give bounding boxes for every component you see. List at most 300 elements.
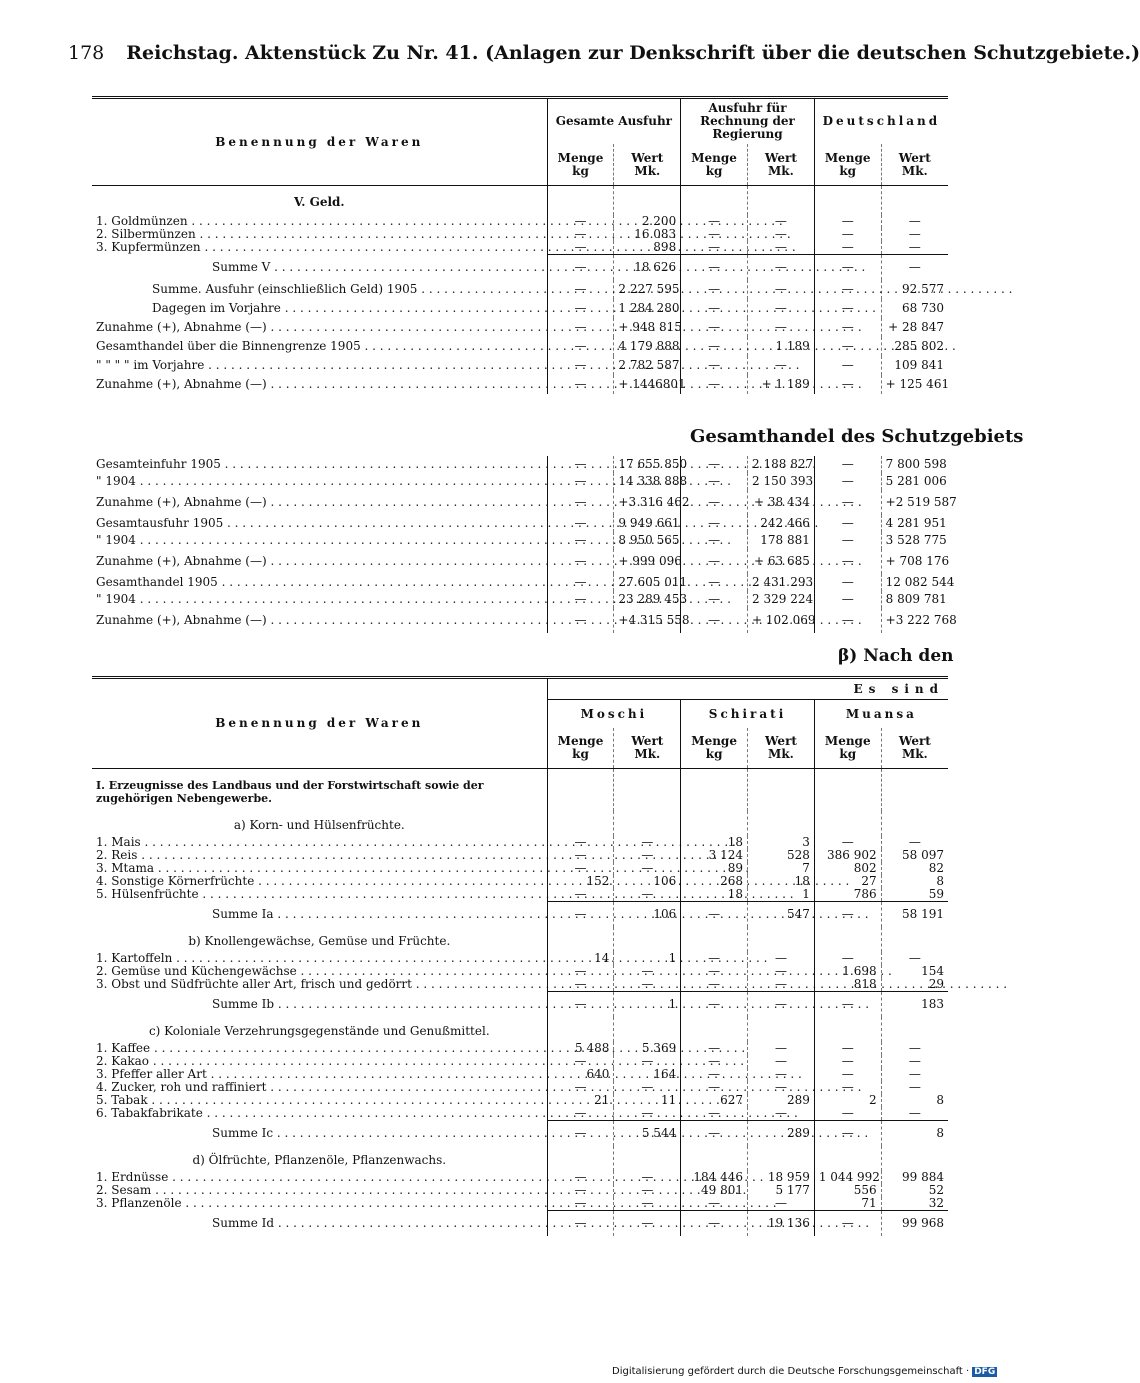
cell-wert: — xyxy=(881,255,948,281)
cell-wert: 8 950 565 xyxy=(614,532,681,549)
row-label-text: 3. Pfeffer aller Art xyxy=(96,1067,207,1081)
cell-wert: — xyxy=(614,1171,681,1184)
section-title xyxy=(92,769,948,812)
table-row xyxy=(92,1184,948,1197)
cell-menge: — xyxy=(814,1055,881,1068)
cell-menge: 27 xyxy=(814,875,881,888)
summary-row xyxy=(92,318,948,337)
cell-menge: — xyxy=(681,490,748,515)
sub-header: Wert Mk. xyxy=(614,728,681,769)
empty-cell xyxy=(614,927,681,952)
empty-cell xyxy=(814,1017,881,1042)
cell-menge: — xyxy=(681,228,748,241)
cell-menge: — xyxy=(681,1121,748,1147)
row-label xyxy=(92,992,547,1018)
cell-menge: — xyxy=(547,608,614,633)
cell-wert: — xyxy=(614,1055,681,1068)
row-label-text: 1. Kartoffeln xyxy=(96,951,173,965)
empty-cell xyxy=(881,1146,948,1171)
cell-wert: + 28 847 xyxy=(881,318,948,337)
cell-wert: 32 xyxy=(881,1197,948,1211)
cell-wert: — xyxy=(748,1081,815,1094)
cell-wert: — xyxy=(748,1042,815,1055)
table-row xyxy=(92,888,948,902)
table-row xyxy=(92,965,948,978)
cell-wert: 82 xyxy=(881,862,948,875)
row-label xyxy=(92,608,547,633)
column-header-label: Benennung der Waren xyxy=(92,98,547,186)
cell-wert: — xyxy=(881,1068,948,1081)
cell-wert: 106 xyxy=(614,875,681,888)
cell-menge: — xyxy=(547,1055,614,1068)
subsection-title-text: b) Knollengewächse, Gemüse und Früchte. xyxy=(188,934,451,948)
table-row xyxy=(92,1197,948,1211)
cell-wert: — xyxy=(881,1042,948,1055)
cell-wert: 68 730 xyxy=(881,299,948,318)
cell-wert: 289 xyxy=(748,1094,815,1107)
cell-wert: 2 150 393 xyxy=(748,473,815,490)
row-label-text: Summe Ia xyxy=(212,906,274,921)
sub-header: Menge kg xyxy=(681,144,748,185)
cell-menge: — xyxy=(547,473,614,490)
section-title xyxy=(92,186,948,216)
cell-wert: — xyxy=(748,1197,815,1211)
sub-header: Wert Mk. xyxy=(614,144,681,185)
summary-row xyxy=(92,337,948,356)
cell-menge: 5 488 xyxy=(547,1042,614,1055)
row-label xyxy=(92,490,547,515)
dfg-logo: DFG xyxy=(974,1367,996,1377)
cell-wert: — xyxy=(748,1055,815,1068)
page-number: 178 xyxy=(68,42,105,64)
section-title-text: V. Geld. xyxy=(294,195,345,209)
cell-menge: — xyxy=(681,965,748,978)
cell-menge: — xyxy=(681,992,748,1018)
empty-cell xyxy=(614,1017,681,1042)
row-label-text: Zunahme (+), Abnahme (—) xyxy=(96,320,267,334)
cell-menge: — xyxy=(681,255,748,281)
row-label-text: 4. Sonstige Körnerfrüchte xyxy=(96,874,255,888)
row-label-text: Zunahme (+), Abnahme (—) xyxy=(96,554,267,568)
cell-menge: — xyxy=(547,978,614,992)
row-label xyxy=(92,965,547,978)
cell-wert: 5 369 xyxy=(614,1042,681,1055)
cell-wert: — xyxy=(881,836,948,849)
cell-wert: 2 329 224 xyxy=(748,591,815,608)
handel-row xyxy=(92,608,948,633)
cell-wert: 2 200 xyxy=(614,215,681,228)
cell-wert: 164 xyxy=(614,1068,681,1081)
cell-menge: — xyxy=(681,356,748,375)
row-label-text: 3. Obst und Südfrüchte aller Art, frisch und gedörrt xyxy=(96,977,412,992)
row-label-text: 1. Erdnüsse xyxy=(96,1170,169,1184)
empty-cell xyxy=(881,1017,948,1042)
cell-menge: — xyxy=(547,862,614,875)
cell-menge: — xyxy=(547,241,614,255)
cell-menge: — xyxy=(547,456,614,473)
cell-wert: 285 802 xyxy=(881,337,948,356)
empty-cell xyxy=(547,927,614,952)
cell-wert: 1 284 280 xyxy=(614,299,681,318)
cell-wert: — xyxy=(614,1197,681,1211)
cell-wert: — xyxy=(614,836,681,849)
row-label xyxy=(92,549,547,574)
group-header: Schirati xyxy=(681,700,815,729)
cell-wert: — xyxy=(614,978,681,992)
row-label xyxy=(92,875,547,888)
cell-wert: 5 281 006 xyxy=(881,473,948,490)
cell-menge: — xyxy=(814,532,881,549)
subsection-title-text: d) Ölfrüchte, Pflanzenöle, Pflanzenwachs. xyxy=(192,1153,447,1167)
empty-cell xyxy=(614,811,681,836)
cell-menge: — xyxy=(547,902,614,928)
cell-menge: — xyxy=(814,1107,881,1121)
empty-cell xyxy=(614,769,681,812)
empty-cell xyxy=(748,811,815,836)
cell-wert: 109 841 xyxy=(881,356,948,375)
table-export-geld xyxy=(92,96,948,394)
row-label xyxy=(92,337,547,356)
row-label xyxy=(92,473,547,490)
cell-wert: +3 222 768 xyxy=(881,608,948,633)
empty-cell xyxy=(881,927,948,952)
cell-menge: — xyxy=(814,591,881,608)
cell-wert: 8 xyxy=(881,875,948,888)
cell-menge: — xyxy=(814,241,881,255)
row-label xyxy=(92,888,547,902)
cell-menge: 556 xyxy=(814,1184,881,1197)
cell-menge: — xyxy=(547,215,614,228)
row-label-text: 6. Tabakfabrikate xyxy=(96,1106,203,1121)
cell-menge: — xyxy=(681,1068,748,1081)
cell-menge: — xyxy=(814,255,881,281)
cell-menge: — xyxy=(681,952,748,965)
cell-menge: 627 xyxy=(681,1094,748,1107)
cell-menge: — xyxy=(547,849,614,862)
cell-menge: — xyxy=(547,1184,614,1197)
row-label-text: 2. Sesam xyxy=(96,1183,152,1197)
cell-menge: — xyxy=(814,337,881,356)
cell-wert: 27 605 011 xyxy=(614,574,681,591)
cell-menge: — xyxy=(681,241,748,255)
cell-menge: — xyxy=(681,532,748,549)
page-header-title: Reichstag. Aktenstück Zu Nr. 41. (Anlagen zur Denkschrift über die deutschen Schutzgebiete.) xyxy=(126,42,1140,64)
cell-menge: — xyxy=(681,1055,748,1068)
row-label xyxy=(92,1094,547,1107)
cell-menge: — xyxy=(547,836,614,849)
cell-wert: 528 xyxy=(748,849,815,862)
cell-wert: — xyxy=(748,1068,815,1081)
cell-wert: — xyxy=(614,862,681,875)
cell-wert: 106 xyxy=(614,902,681,928)
row-label-text: 2. Silbermünzen xyxy=(96,227,196,241)
cell-menge: — xyxy=(814,515,881,532)
beta-title: β) Nach den xyxy=(838,646,954,666)
cell-wert: — xyxy=(748,978,815,992)
row-label xyxy=(92,318,547,337)
cell-menge: 152 xyxy=(547,875,614,888)
cell-wert: 8 xyxy=(881,1121,948,1147)
cell-wert: 18 959 xyxy=(748,1171,815,1184)
cell-wert: 52 xyxy=(881,1184,948,1197)
footer-text: Digitalisierung gefördert durch die Deutsche Forschungsgemeinschaft · xyxy=(612,1366,970,1377)
cell-wert: 4 179 888 xyxy=(614,337,681,356)
cell-menge: — xyxy=(814,549,881,574)
cell-menge: — xyxy=(547,299,614,318)
cell-menge: — xyxy=(547,356,614,375)
row-label-text: Zunahme (+), Abnahme (—) xyxy=(96,495,267,509)
cell-menge: — xyxy=(681,515,748,532)
summary-row xyxy=(92,299,948,318)
cell-wert: — xyxy=(881,1107,948,1121)
cell-wert: 29 xyxy=(881,978,948,992)
row-label xyxy=(92,375,547,394)
cell-menge: — xyxy=(814,952,881,965)
cell-menge: — xyxy=(547,255,614,281)
cell-wert: 9 949 661 xyxy=(614,515,681,532)
cell-wert: — xyxy=(748,965,815,978)
sub-header: Menge kg xyxy=(814,728,881,769)
row-label xyxy=(92,299,547,318)
cell-menge: — xyxy=(547,549,614,574)
sub-header: Wert Mk. xyxy=(748,144,815,185)
cell-wert: — xyxy=(614,1211,681,1237)
cell-menge: — xyxy=(681,591,748,608)
cell-wert: 19 136 xyxy=(748,1211,815,1237)
cell-wert: — xyxy=(748,215,815,228)
cell-menge: — xyxy=(547,1121,614,1147)
row-label-text: Summe Ib xyxy=(212,996,275,1011)
row-label-text: Summe Id xyxy=(212,1215,275,1230)
cell-wert: — xyxy=(748,241,815,255)
cell-menge: — xyxy=(814,299,881,318)
cell-wert: 5 544 xyxy=(614,1121,681,1147)
cell-menge: — xyxy=(547,228,614,241)
footer xyxy=(612,1366,997,1377)
empty-cell xyxy=(547,186,614,216)
cell-menge: 14 xyxy=(547,952,614,965)
cell-wert: +2 519 587 xyxy=(881,490,948,515)
subsection-title xyxy=(92,1146,948,1171)
cell-wert: — xyxy=(614,965,681,978)
row-label xyxy=(92,532,547,549)
cell-wert: 16 083 xyxy=(614,228,681,241)
empty-cell xyxy=(881,811,948,836)
row-label-text: Gesamthandel über die Binnengrenze 1905 xyxy=(96,339,361,353)
cell-menge: — xyxy=(681,978,748,992)
cell-wert: 183 xyxy=(881,992,948,1018)
empty-cell xyxy=(881,769,948,812)
cell-menge: — xyxy=(681,902,748,928)
table-row xyxy=(92,875,948,888)
cell-wert: — xyxy=(748,952,815,965)
row-label-text: 5. Tabak xyxy=(96,1093,148,1107)
cell-wert: — xyxy=(881,215,948,228)
empty-cell xyxy=(814,186,881,216)
empty-cell xyxy=(547,1017,614,1042)
cell-wert: 242 466 xyxy=(748,515,815,532)
cell-menge: — xyxy=(814,902,881,928)
cell-menge: — xyxy=(681,215,748,228)
row-label-text: 3. Kupfermünzen xyxy=(96,240,201,255)
cell-menge: — xyxy=(547,591,614,608)
row-label xyxy=(92,978,547,992)
cell-menge: 386 902 xyxy=(814,849,881,862)
row-label-text: " 1904 xyxy=(96,474,136,488)
cell-menge: — xyxy=(547,992,614,1018)
empty-cell xyxy=(748,769,815,812)
cell-wert: 92 577 xyxy=(881,280,948,299)
cell-menge: — xyxy=(547,1197,614,1211)
es-sind-header: Es sind xyxy=(547,678,948,700)
cell-menge: — xyxy=(547,515,614,532)
cell-wert: + 948 815 xyxy=(614,318,681,337)
cell-wert: + 102 069 xyxy=(748,608,815,633)
row-label-text: 4. Zucker, roh und raffiniert xyxy=(96,1080,267,1094)
cell-wert: 8 809 781 xyxy=(881,591,948,608)
table-row xyxy=(92,228,948,241)
cell-menge: — xyxy=(814,473,881,490)
cell-menge: — xyxy=(681,337,748,356)
cell-wert: 154 xyxy=(881,965,948,978)
sub-header: Menge kg xyxy=(547,144,614,185)
cell-menge: — xyxy=(814,215,881,228)
empty-cell xyxy=(681,811,748,836)
cell-wert: 547 xyxy=(748,902,815,928)
summary-row xyxy=(92,356,948,375)
cell-menge: — xyxy=(681,1197,748,1211)
row-label-text: 1. Goldmünzen xyxy=(96,214,188,228)
row-label xyxy=(92,1107,547,1121)
cell-menge: — xyxy=(681,608,748,633)
cell-wert: + 1446801 xyxy=(614,375,681,394)
cell-menge: 18 xyxy=(681,888,748,902)
sub-header: Menge kg xyxy=(681,728,748,769)
cell-menge: — xyxy=(547,375,614,394)
sub-header: Wert Mk. xyxy=(881,144,948,185)
cell-menge: — xyxy=(814,228,881,241)
cell-wert: + 63 685 xyxy=(748,549,815,574)
cell-wert: 59 xyxy=(881,888,948,902)
empty-cell xyxy=(681,769,748,812)
handel-row xyxy=(92,473,948,490)
cell-menge: 49 801 xyxy=(681,1184,748,1197)
cell-wert: 23 289 453 xyxy=(614,591,681,608)
row-label-text: 3. Mtama xyxy=(96,861,155,875)
sub-header: Wert Mk. xyxy=(881,728,948,769)
cell-menge: — xyxy=(681,456,748,473)
cell-menge: — xyxy=(814,836,881,849)
cell-menge: — xyxy=(681,574,748,591)
cell-wert: 58 097 xyxy=(881,849,948,862)
column-header-label: Benennung der Waren xyxy=(92,678,547,769)
cell-menge: — xyxy=(681,375,748,394)
cell-menge: 802 xyxy=(814,862,881,875)
cell-menge: — xyxy=(547,888,614,902)
cell-menge: — xyxy=(814,1211,881,1237)
cell-wert: 1 189 xyxy=(748,337,815,356)
cell-wert: — xyxy=(614,849,681,862)
cell-wert: — xyxy=(748,356,815,375)
empty-cell xyxy=(681,186,748,216)
cell-wert: 2 188 827 xyxy=(748,456,815,473)
handel-row xyxy=(92,515,948,532)
cell-menge: — xyxy=(814,280,881,299)
empty-cell xyxy=(748,927,815,952)
handel-row xyxy=(92,532,948,549)
cell-wert: 4 281 951 xyxy=(881,515,948,532)
cell-wert: +4 315 558 xyxy=(614,608,681,633)
row-label-text: Dagegen im Vorjahre xyxy=(152,301,281,315)
cell-menge: 1 698 xyxy=(814,965,881,978)
cell-wert: 7 xyxy=(748,862,815,875)
cell-wert: + 1 189 xyxy=(748,375,815,394)
cell-menge: — xyxy=(547,337,614,356)
summary-row xyxy=(92,280,948,299)
empty-cell xyxy=(814,769,881,812)
empty-cell xyxy=(748,1017,815,1042)
cell-wert: 7 800 598 xyxy=(881,456,948,473)
table-row xyxy=(92,1094,948,1107)
cell-menge: — xyxy=(547,1171,614,1184)
cell-wert: 18 xyxy=(748,875,815,888)
cell-menge: — xyxy=(814,1121,881,1147)
row-label-text: Summe V xyxy=(212,259,271,274)
row-label-text: 3. Pflanzenöle xyxy=(96,1196,182,1211)
empty-cell xyxy=(681,927,748,952)
cell-menge: — xyxy=(681,1081,748,1094)
cell-wert: — xyxy=(748,255,815,281)
cell-menge: 786 xyxy=(814,888,881,902)
cell-menge: — xyxy=(681,549,748,574)
row-label-text: 2. Gemüse und Küchengewächse xyxy=(96,964,297,978)
empty-cell xyxy=(547,1146,614,1171)
row-label-text: Zunahme (+), Abnahme (—) xyxy=(96,377,267,391)
row-label xyxy=(92,902,547,928)
row-label xyxy=(92,356,547,375)
empty-cell xyxy=(748,1146,815,1171)
cell-wert: + 708 176 xyxy=(881,549,948,574)
handel-row xyxy=(92,549,948,574)
cell-menge: — xyxy=(547,965,614,978)
row-label-text: 1. Mais xyxy=(96,835,141,849)
cell-menge: — xyxy=(814,1042,881,1055)
cell-wert: — xyxy=(748,228,815,241)
cell-wert: — xyxy=(748,1107,815,1121)
cell-wert: 58 191 xyxy=(881,902,948,928)
cell-menge: — xyxy=(814,608,881,633)
cell-wert: 5 177 xyxy=(748,1184,815,1197)
cell-wert: 2 431 293 xyxy=(748,574,815,591)
cell-menge: 18 xyxy=(681,836,748,849)
cell-menge: — xyxy=(547,532,614,549)
section-title-text: I. Erzeugnisse des Landbaus und der Forstwirtschaft sowie der zugehörigen Nebengewerbe. xyxy=(96,779,484,805)
cell-wert: 1 xyxy=(614,952,681,965)
cell-wert: 18 626 xyxy=(614,255,681,281)
page-header xyxy=(68,42,1140,64)
cell-menge: 1 044 992 xyxy=(814,1171,881,1184)
cell-wert: — xyxy=(881,952,948,965)
handel-row xyxy=(92,591,948,608)
table-row xyxy=(92,978,948,992)
row-label xyxy=(92,255,547,281)
row-label xyxy=(92,1211,547,1237)
row-label xyxy=(92,241,547,255)
cell-wert: 99 884 xyxy=(881,1171,948,1184)
cell-wert: — xyxy=(748,318,815,337)
row-label xyxy=(92,280,547,299)
cell-menge: — xyxy=(547,280,614,299)
